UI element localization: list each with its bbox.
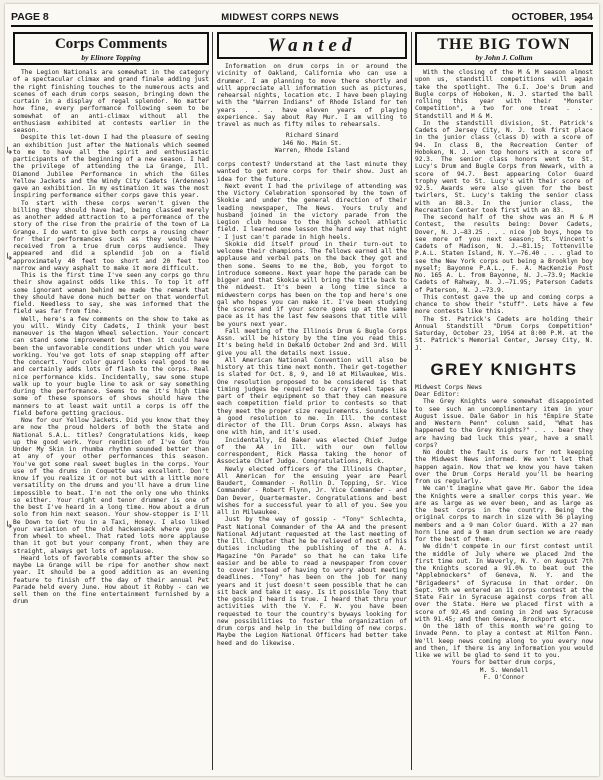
newspaper-page	[5, 4, 599, 776]
paragraph: This contest gave the up and coming corps a chance to show their "stuff". Lets have a few more contests like this.	[415, 293, 593, 316]
column-rule	[411, 32, 412, 770]
paragraph: The Grey Knights were somewhat disappointed to see such an uncomplimentary item in your August issue. Dale Gabor in his "Empire State and Western Penn" column said, "What has happened to the Grey Knights?" . . . bear they are having bad luck this year, have a small corps?	[415, 398, 593, 449]
paragraph: Next event I had the privilege of attending was the Victory Celebration sponsored by the town of Skokie and under the general direction of their leading newspaper, The News. Yours truly and husband joined in the victory parade from the Legion club house to the high school athletic field. I learned one lesson the hard way that night - I just can't parade in high heels.	[217, 182, 407, 241]
article-body	[13, 69, 209, 606]
corps-comments-header	[13, 32, 209, 65]
paragraph: With the closing of the M & M season almost upon us, standstill competitions will again take the spotlight. The G.I. Joe's Drum and Bugle corps of Hoboken, N. J. started the ball rolling this year with their "Monster Competition", a two for one treat . . . Standstill and M & M.	[415, 69, 593, 120]
paragraph: Newly elected officers of the Illinois Chapter, All American for the ensuing year are Pearl Baudert, Commander - Rollin D. Topping, Sr. Vice Commander - Robert Flynn, Jr. Vice Commander - and Dan Dever, Quartermaster. Congratulations and best wishes for a successful year to all of you. See you all in Milwaukee.	[217, 465, 407, 516]
masthead	[11, 7, 593, 27]
paragraph: Despite this let-down I had the pleasure of seeing an exhibition just after the Nationals which seemed to me to have all the spirit and enthusiastic participants of the beginning of a new season. I had the privilege of attending the La Grange, Ill. Diamond Jubilee Performance in which the Giles Yellow Jackets and the Windy City Cadets (Ardennes) gave an exhibition. In my estimation it was the most inspiring performance either corps gave this year.	[13, 134, 209, 200]
paragraph: Information on drum corps in or around the vicinity of Oakland, California who can use a drummer. I am planning to move there shortly and will appreciate all information such as pictures, rehearsal nights, location etc. I have been playing with the "Warren Indians" of Rhode Island for ten years . . . have eleven years of playing experience. Say about Ray Mur. I am willing to travel as much as fifty miles to rehearsals.	[217, 63, 407, 128]
paragraph: No doubt the fault is ours for not keeping the Midwest News informed. We won't let that happen again. Now that we know you have taken over the Drum Corps Herald you'll be hearing from us regularly.	[415, 449, 593, 485]
paragraph: In the standstill division, St. Patrick's Cadets of Jersey City, N. J. took first place in the junior class (class D) with a score of 94. In class B, the Recreation Center of Hoboken, N. J. won top honors with a score of 92.3. The senior class honors went to St. Lucy's Drum and Bugle Corps from Newark, with a score of 94.7. Best appearing Color Guard trophy went to St. Lucy's with their score of 92.5. Awards were also given for the best twirlers, St. Lucy's taking the senior class with an 88.3. In the junior class, the Recreation Center took first with an 83.	[415, 119, 593, 214]
paragraph: Heard lots of favorable comments after the show so maybe La Grange will be ripe for another show next year. It should be a good addition as an evening feature to finish off the day of their annual Pet Parade held every June. How about it Robby - can we sell them on the fine entertainment furnished by a drum	[13, 554, 209, 606]
signature-line: Warren, Rhode Island	[274, 146, 350, 154]
wanted-header	[217, 32, 407, 59]
column-big-town	[415, 32, 593, 772]
signature-line: 146 No. Main St.	[282, 139, 342, 147]
paragraph: Skokie did itself proud in their turn-out to welcome their champions. The fellows earned all the applause and verbal pats on the back they got and then some. Seems to me the, Bob, you forgot to introduce someone. Next year hope the parade can be bigger and that Skokie will bring the title back to the midwest. It's been a long time since a midwestern corps has been on the top and here's one gal who hopes you can make it. I've been studying the scores and if your score goes up at the same pace as it has the last few seasons that title will be yours next year.	[217, 240, 407, 328]
page-number: PAGE 8	[11, 11, 49, 23]
paragraph: corps contest? Understand at the last minute they wanted to get more corps for their show. Just an idea for the future.	[217, 161, 407, 183]
letter-addressee: Midwest Corps News	[415, 383, 483, 391]
signature-line: Richard Simard	[285, 132, 339, 140]
big-town-header	[415, 32, 593, 65]
big-town-body	[415, 69, 593, 352]
paragraph: We can't imagine what gave Mr. Gabor the idea the Knights were a smaller corps this year. We are as large as we ever been, and as large as the best corps in the country. Being the original corps to march in size with 36 playing members and a 9 man Color Guard. With a 27 man horn line and a 9 man drum section we are ready for the best of them.	[415, 485, 593, 543]
paper-name: MIDWEST CORPS NEWS	[221, 12, 340, 23]
margin-check-mark: ↳	[5, 520, 14, 531]
letter-salutation: Dear Editor:	[415, 391, 460, 398]
paragraph: The Legion Nationals are somewhat in the category of a spectacular climax and grand finale adding just the right finishing touches to the numerous acts and scenes of each drum corps season, bringing down the curtain in a display of regal splendor. No matter how fine, every performance following seem to be somewhat of an anti-climax without all the enthusiasm exhibited at contests earlier in the season.	[13, 69, 209, 134]
paragraph: On the 18th of this month we're going to invade Penn. to play a contest at Milton Penn. We'll keep news coming along to you every now and then, if there is any information you would like we will be glad to send it to you.	[415, 623, 593, 659]
grey-knights-title: GREY KNIGHTS	[430, 359, 578, 379]
article-byline: by John J. Collum	[475, 53, 533, 62]
corps-comments-continued	[217, 161, 407, 647]
issue-date: OCTOBER, 1954	[511, 11, 593, 23]
signature-line: F. O'Connor	[483, 673, 525, 681]
column-corps-comments	[13, 32, 209, 772]
wanted-signature	[217, 132, 407, 154]
grey-knights-signature	[415, 659, 593, 681]
paragraph: To start with these corps weren't given the billing they should have had, being classed merely as another added attraction to a performance of the story of the rise from the prairie of the town of La Grange. I do want to give both corps a rousing cheer for their performances such as they would have received from a true drum corps audience. They appeared and did a splendid job on a field approximately 40 feet too short and 20 feet too narrow and wavy asphalt to make it more difficult.	[13, 199, 209, 272]
paragraph: Just by the way of gossip - "Tony" Schlechta, Past National Commander of the AA and the present National Adjutant requested at the last meeting of the Ill. Chapter that he be relieved of most of his duties including the publishing of the A. A. Magazine "On Parade" so that he can take life easier and be able to read a newspaper from cover to cover instead of having to worry about meeting deadlines. "Tony" has been on the job for many years and it just doesn't seem possible that he can sit back and take it easy. Is it possible Tony that the gossip I heard is true. I heard that thru your activities with the V. F. W. you have been requested to tour the country's byways looking for new possibilities to foster the organization of drum corps and help in the building of new corps. Maybe the Legion National Officers had better take heed and do likewise.	[217, 516, 407, 647]
paragraph: All American National Convention will also be history at this time next month. Their get-together is slated for Oct. 8, 9, and 10 at Milwaukee, Wis. One resolution proposed to be considered is that timing judges be required to carry steel tapes as part of their equipment so that they can measure each competition field prior to contests so that they meet the proper size requirements. Sounds like a good resolution to me. In Ill. the contest director of the Ill. Drum Corps Assn. always has one with him, and it's used.	[217, 356, 407, 437]
paragraph: Incidentally, Ed Baker was elected Chief Judge of the AA in Ill. with our own fellow correspondent, Rick Massa taking the honor of Associate Chief Judge. Congratulations, Rick.	[217, 436, 407, 466]
paragraph: This is the first time I've seen any corps go thru their show against odds like this. To top it off some ignorant woman behind me made the remark that they should have done much better on that wonderful field. Needless to say, she was informed that the field was far from fine.	[13, 272, 209, 316]
column-rule	[212, 32, 213, 770]
column-wanted	[217, 32, 407, 772]
wanted-body	[217, 63, 407, 128]
article-title: Corps Comments	[54, 36, 168, 52]
paragraph: We didn't compete in our first contest until the middle of July where we placed 2nd the first time out. In Waverly, N. Y. on August 7th the Knights scored a 91.0% to beat out the "Applebnockers" of Geneva, N. Y. and the "Brigadeers" of Syracuse in that order. On Sept. 9th we entered an 11 corps contest at the State Fair in Syracuse against corps from all over the State. Here we placed first with a score of 92.45 and coming in 2nd was Syracuse with 91.45; and then Geneva, Brockport etc.	[415, 543, 593, 623]
margin-check-mark: ↳	[5, 252, 14, 263]
article-byline: by Elinore Topping	[81, 53, 141, 62]
margin-check-mark: ↳	[5, 146, 14, 157]
grey-knights-body	[415, 384, 593, 660]
paragraph: Well, here's a few comments on the show to take as you will. Windy City Cadets, I think your best maneuver is the Wagon Wheel selection. Your concert can stand some improvement but then it could have been the unfavorable conditions under which you were working. You've got lots of snap stepping off after the concert. Your color guard looks real good to me and certainly adds lots of flash to the corps. Real nice performance kids. Incidentally, saw some stupe walk up to your bugle line to ask or say something during the performance. Seems to me it's high time some of these sponsors of shows should have the manners to at least wait until a corps is off the field before getting gracious.	[13, 315, 209, 417]
article-title: THE BIG TOWN	[437, 36, 571, 53]
signature-line: M. S. Wendell	[479, 666, 529, 674]
paragraph: Now for our Yellow Jackets. Did you know that they are now the proud holders of both the State and National S.A.L. titles? Congratulations kids, keep up the good work. Your rendition of I've Got You Under My Skin in rhumba rhythm sounded better than at any of your other performances this season. You've got some real sweet bugles in the corps. Your use of the drums in Coquette was excellent. Don't know if you realize it or not but with a little more versatility on the drums and you'll have a drum line impossible to beat. I'm not the only one who thinks so either. Your right end tenor drummer is one of the best I've heard in a long time. How about a drum solo from him next season. Your show-stopper is I'll Be Down to Get You in a Taxi, Honey. I also liked your variation of the old hackensack where you go from wheel to wheel. That rated lots more applause than it got but your company front, when they are straight, always get lots of applause.	[13, 417, 209, 555]
paragraph: The St. Patrick's Cadets are holding their Annual Standstill "Drum Corps Competition" Saturday, October 23, 1954 at 8:00 P.M. at the St. Patrick's Memorial Center, Jersey City, N. J.	[415, 315, 593, 352]
paragraph: Fall meeting of the Illinois Drum & Bugle Corps Assn. will be history by the time you read this. It's being held in DeKalb October 2nd and 3rd. Will give you all the details next issue.	[217, 327, 407, 357]
paragraph: The second half of the show was an M & M Contest, the results being: Dover Cadets, Dover, N. J.—83.25 . . . nice job boys, hope to see more of you next season; St. Vincent's Cadets of Madison, N. J.—81.15; Tottenville P.A.L. Staten Island, N. Y.—76.40 . . . glad to see the New York corps out being a Brooklyn boy myself; Bayonne P.A.L., F. A. MacKenzie Post No. 165 A. L. from Bayonne, N. J.—73.9; Mackie Cadets of Rahway, N. J.—71.95; Paterson Cadets of Paterson, N. J.—73.9.	[415, 214, 593, 294]
article-title: Wanted	[267, 35, 357, 56]
letter-closing: Yours for better drum corps,	[451, 659, 557, 667]
